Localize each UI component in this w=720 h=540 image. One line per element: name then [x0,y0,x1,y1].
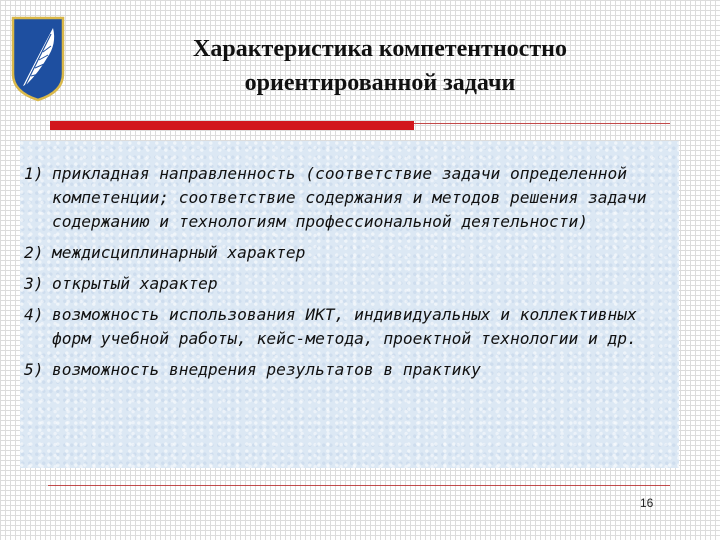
item-number: 3) [24,274,44,293]
item-text: прикладная направленность (соответствие задачи определенной компетенции; соответствие содержания и методов решения задачи содержанию и технологиям профессиональной деятельности) [52,164,647,231]
list-item [24,241,674,265]
item-number: 4) [24,305,44,324]
item-text: возможность использования ИКТ, индивидуальных и коллективных форм учебной работы, кейс-метода, проектной технологии и др. [52,305,637,348]
title-line-1: Характеристика компетентностно [193,36,567,62]
feather-crest-icon [9,14,67,102]
title-line-2: ориентированной задачи [244,70,516,96]
item-text: открытый характер [52,274,218,293]
item-number: 2) [24,243,44,262]
red-accent-bar [50,121,414,130]
item-text: возможность внедрения результатов в практику [52,360,481,379]
bottom-divider [48,485,670,486]
slide-title [100,32,660,100]
emblem-logo [9,14,67,102]
item-text: междисциплинарный характер [52,243,306,262]
item-number: 5) [24,360,44,379]
characteristics-list [24,162,674,389]
top-divider [414,123,670,124]
list-item [24,303,674,351]
page-number: 16 [640,496,654,510]
list-item [24,162,674,234]
list-item [24,272,674,296]
item-number: 1) [24,164,44,183]
list-item [24,358,674,382]
